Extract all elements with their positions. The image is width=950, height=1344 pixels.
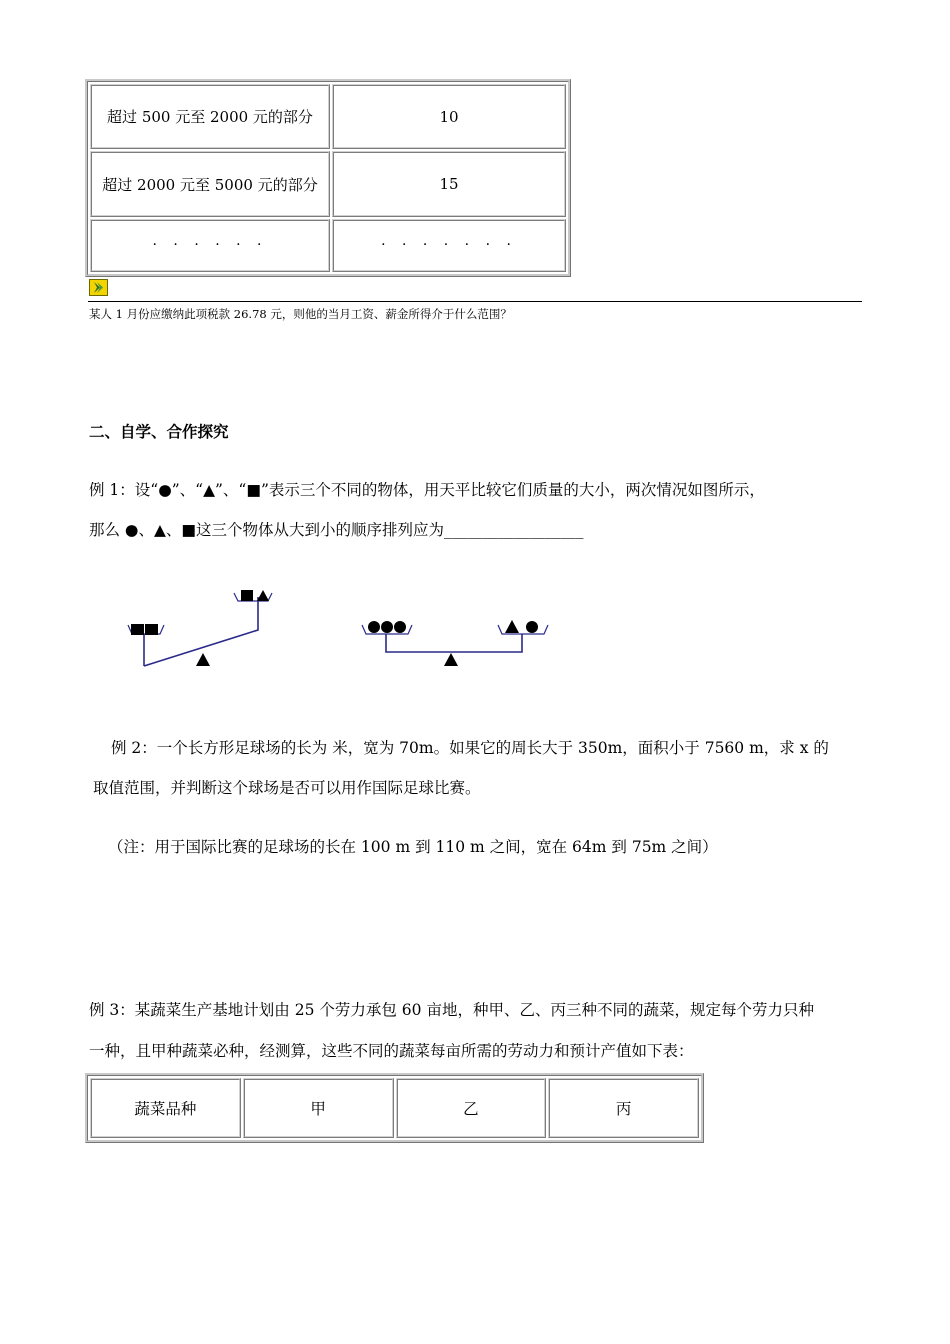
example3-line1: 例 3：某蔬菜生产基地计划由 25 个劳力承包 60 亩地，种甲、乙、丙三种不同的蔬菜，规定每个劳力只种 <box>89 1001 814 1019</box>
balance-right <box>386 634 522 652</box>
divider <box>88 301 862 302</box>
table-row <box>90 1078 699 1138</box>
example2-note: （注：用于国际比赛的足球场的长在 100 m 到 110 m 之间，宽在 64m 到 75m 之间） <box>108 838 718 856</box>
circle-shape <box>381 621 393 633</box>
section-title: 二、自学、合作探究 <box>89 422 229 441</box>
table-cell: · · · · · · · <box>332 219 566 272</box>
table-row <box>90 151 566 216</box>
table-cell: · · · · · · <box>90 219 330 272</box>
table-row <box>90 219 566 272</box>
vegetable-table <box>85 1073 704 1143</box>
triangle-shape <box>505 620 519 633</box>
circle-shape <box>394 621 406 633</box>
example3-line2: 一种，且甲种蔬菜必种，经测算，这些不同的蔬菜每亩所需的劳动力和预计产值如下表： <box>89 1042 694 1060</box>
table-cell: 10 <box>332 84 566 149</box>
fulcrum-icon <box>196 653 210 666</box>
example1-line1: 例 1：设“●”、“▲”、“■”表示三个不同的物体，用天平比较它们质量的大小，两次情况如图所示， <box>89 481 765 499</box>
table-header-cell: 丙 <box>548 1078 699 1138</box>
example2-line2: 取值范围，并判断这个球场是否可以用作国际足球比赛。 <box>93 779 481 797</box>
example1-line2: 那么 ●、▲、■这三个物体从大到小的顺序排列应为__________________ <box>89 521 584 539</box>
circle-shape <box>526 621 538 633</box>
example2-line1: 例 2：一个长方形足球场的长为 米，宽为 70m。如果它的周长大于 350m，面积小于 7560 m，求 x 的 <box>111 739 829 757</box>
table-cell: 超过 500 元至 2000 元的部分 <box>90 84 330 149</box>
table-cell: 超过 2000 元至 5000 元的部分 <box>90 151 330 216</box>
table-header-cell: 甲 <box>243 1078 394 1138</box>
table-row <box>90 84 566 149</box>
question-text: 某人 1 月份应缴纳此项税款 26.78 元，则他的当月工资、薪金所得介于什么范围？ <box>89 307 512 321</box>
next-arrow-icon[interactable] <box>89 279 108 296</box>
square-shape <box>145 624 158 635</box>
table-header-cell: 乙 <box>396 1078 547 1138</box>
table-cell: 15 <box>332 151 566 216</box>
fulcrum-icon <box>444 653 458 666</box>
square-shape <box>241 590 253 601</box>
table-header-cell: 蔬菜品种 <box>90 1078 241 1138</box>
balance-diagrams <box>120 582 570 677</box>
square-shape <box>131 624 144 635</box>
circle-shape <box>368 621 380 633</box>
triangle-shape <box>257 590 269 601</box>
tax-rate-table <box>85 79 571 277</box>
